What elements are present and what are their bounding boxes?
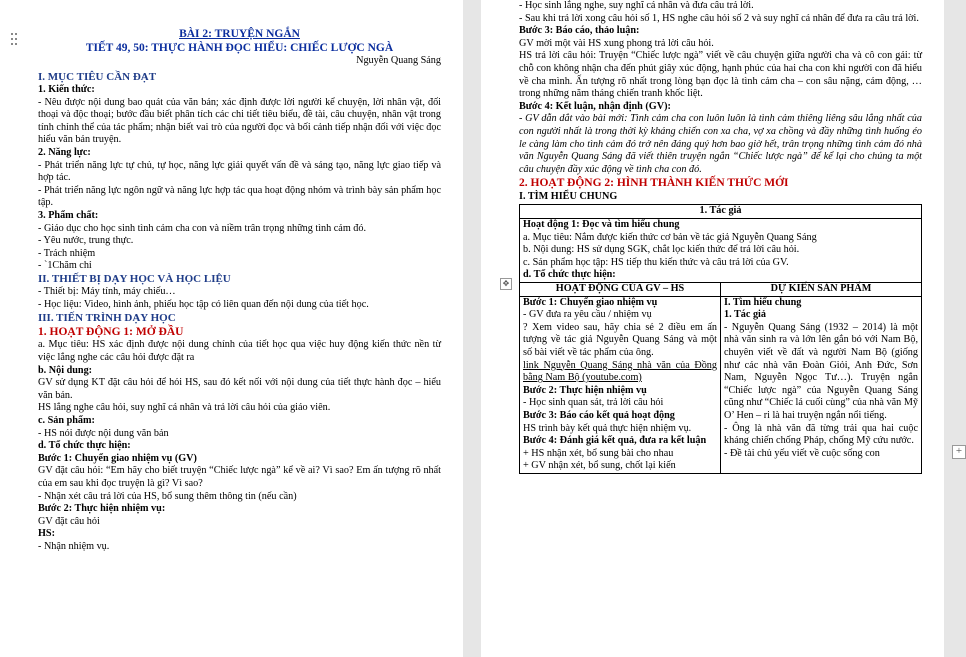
text-line: Bước 3: Báo cáo kết quả hoạt động (523, 409, 675, 421)
text-line: HS: (38, 528, 55, 540)
page-right-body (519, 0, 922, 203)
text-line: I. TÌM HIỂU CHUNG (519, 190, 618, 202)
text-line: c. Sản phẩm: (38, 414, 95, 426)
text-line: - Học sinh lắng nghe, suy nghĩ cá nhân và đưa câu trả lời. (519, 0, 754, 11)
text-line: - Nhận nhiệm vụ. (38, 540, 110, 552)
text-line: - HS nói được nội dung văn bản (38, 427, 169, 439)
text-line: HS trình bày kết quả thực hiện nhiệm vụ. (523, 422, 692, 434)
text-line: - Thiết bị: Máy tính, máy chiếu… (38, 286, 176, 298)
text-line: d. Tổ chức thực hiện: (38, 440, 131, 452)
activity-muc-tieu: a. Mục tiêu: Nắm được kiến thức cơ bản về tác giả Nguyễn Quang Sáng (523, 231, 817, 243)
text-line: - Ông là nhà văn đã từng trải qua hai cuộc kháng chiến chống Pháp, chống Mỹ cứu nước. (724, 422, 918, 447)
text-line: HS lắng nghe câu hỏi, suy nghĩ cá nhân và trả lời câu hỏi của giáo viên. (38, 402, 331, 414)
text-line: 1. Kiến thức: (38, 84, 95, 95)
text-line: - Đề tài chủ yếu viết về cuộc sống con (724, 447, 880, 459)
text-line: Bước 3: Báo cáo, thảo luận: (519, 25, 640, 37)
activity-noi-dung: b. Nội dung: HS sử dụng SGK, chắt lọc kiến thức để trả lời câu hỏi. (523, 244, 800, 256)
text-line: 1. Tác giả (724, 309, 766, 321)
table-col-header-right: DỰ KIẾN SẢN PHẨM (721, 282, 922, 296)
text-line: GV đặt câu hỏi: “Em hãy cho biết truyện “Chiếc lược ngà” kể về ai? Vì sao? Em ấn tượng rõ nhất của em sau khi đọc truyện là gì? Vì sao? (38, 465, 441, 489)
text-line: Bước 1: Chuyển giao nhiệm vụ (523, 296, 658, 308)
activity-san-pham: c. Sản phẩm học tập: HS tiếp thu kiến thức và câu trả lời của GV. (523, 256, 789, 268)
text-line: - Giáo dục cho học sinh tình cảm cha con và niềm trân trọng những tình cảm đó. (38, 222, 367, 234)
text-line: - `1Chăm chỉ (38, 260, 92, 272)
page-left-body (38, 71, 441, 554)
add-column-icon[interactable]: + (952, 445, 966, 459)
activity-title: Hoạt động 1: Đọc và tìm hiểu chung (523, 219, 680, 230)
text-line: - Phát triển năng lực ngôn ngữ và năng lực hợp tác qua hoạt động nhóm và trình bày sản phẩm học tập. (38, 184, 441, 209)
document-subtitle: TIẾT 49, 50: THỰC HÀNH ĐỌC HIỂU: CHIẾC LƯỢC NGÀ (85, 41, 394, 54)
text-line: - Nhận xét câu trả lời của HS, bổ sung thêm thông tin (nếu cần) (38, 490, 297, 502)
text-line: Bước 4: Kết luận, nhận định (GV): (519, 100, 671, 112)
lesson-table (519, 204, 922, 473)
text-line: + GV nhận xét, bổ sung, chốt lại kiến (523, 460, 676, 472)
text-line: - GV dẫn dắt vào bài mới: Tình cảm cha con luôn luôn là tình cảm thiêng liêng sâu lắng nhất của con người nhất là trong thời kỳ kháng chiến con xa cha, vợ xa chồng và đầy những tình huống éo le càng làm cho tình cảm đó trở nên đáng quý hơn bao giờ hết, trân trọng những tình cảm đó nhà văn Nguyễn Quang Sáng đã viết thiên truyện ngắn “Chiếc lược ngà” để kể lại cho chúng ta một câu chuyện đầy xúc động về tình cha con đó. (519, 113, 922, 175)
drag-handle-icon[interactable] (10, 32, 18, 46)
text-line: GV đặt câu hỏi (38, 515, 100, 527)
text-line: 2. Năng lực: (38, 146, 91, 158)
text-line: b. Nội dung: (38, 364, 93, 376)
text-line: ? Xem video sau, hãy chia sẻ 2 điều em ấn tượng về tác giả Nguyễn Quang Sáng và một số bài viết về tác phẩm của ông. (523, 321, 717, 358)
text-line: GV sử dụng KT đặt câu hỏi để hỏi HS, sau đó kết nối với nội dung của tiết thực hành đọc – hiểu văn bản. (38, 377, 441, 401)
table-section-head: 1. Tác giả (520, 205, 922, 219)
text-line: III. TIẾN TRÌNH DẠY HỌC (38, 311, 176, 324)
text-line: Bước 4: Đánh giá kết quả, đưa ra kết luận (523, 435, 707, 447)
document-page-right (481, 0, 963, 657)
text-line: HS trả lời câu hỏi: Truyện “Chiếc lược ngà” viết về câu chuyện giữa người cha và cô con gái: từ chỗ con không nhận cha đến phút giây xúc động, hạnh phúc của hai cha con khi người con đã hiểu về cha mình. Ấn tượng rõ nhất trong lòng bạn đọc là tình cảm cha – con sâu nặng, cảm động, … trong những năm tháng chiến tranh khốc liệt. (519, 50, 922, 100)
text-line: - Trách nhiệm (38, 247, 96, 259)
text-line: - Yêu nước, trung thực. (38, 235, 134, 247)
table-move-handle-icon[interactable]: ✥ (500, 278, 512, 290)
table-cell-left (520, 296, 721, 473)
text-line: - Học liệu: Video, hình ảnh, phiếu học tập có liên quan đến nội dung của tiết học. (38, 298, 369, 310)
text-line: + HS nhận xét, bổ sung bài cho nhau (523, 447, 674, 459)
text-line: 2. HOẠT ĐỘNG 2: HÌNH THÀNH KIẾN THỨC MỚI (519, 177, 789, 190)
document-page-left (0, 0, 463, 657)
table-activity-block (520, 219, 922, 283)
text-line: - Nguyễn Quang Sáng (1932 – 2014) là một nhà văn sinh ra và lớn lên gắn bó với Nam Bộ, chuyên viết về đất và người Nam Bộ (giống như các nhà văn Đoàn Giỏi, Anh Đức, Sơn Nam, Nguyễn Ngọc Tư…). Truyện ngắn “Chiếc lược ngà” của Nguyễn Quang Sáng cũng như “Chiếc lá cuối cùng” của nhà văn Mỹ O’ Hen – ri là hai truyện ngắn nổi tiếng. (724, 321, 918, 421)
text-line: I. MỤC TIÊU CẦN ĐẠT (38, 70, 157, 83)
text-line: Bước 2: Thực hiện nhiệm vụ: (38, 503, 166, 515)
text-line: Bước 2: Thực hiện nhiệm vụ (523, 384, 647, 396)
text-line: II. THIẾT BỊ DẠY HỌC VÀ HỌC LIỆU (38, 272, 231, 285)
text-line: Bước 1: Chuyển giao nhiệm vụ (GV) (38, 452, 197, 464)
text-line: 3. Phẩm chất: (38, 209, 99, 221)
text-line: 1. HOẠT ĐỘNG 1: MỞ ĐẦU (38, 325, 184, 338)
text-line: GV mời một vài HS xung phong trả lời câu hỏi. (519, 37, 714, 49)
text-line: - Sau khi trả lời xong câu hỏi số 1, HS nghe câu hỏi số 2 và suy nghĩ cá nhân để đưa ra câu trả lời. (519, 12, 919, 24)
text-line: - Nêu được nội dung bao quát của văn bản; xác định được lời người kể chuyện, lời nhân vật, đối thoại và độc thoại; bước đầu biết phân tích các chi tiết tiêu biểu, đề tài, câu chuyện, nhân vật trong tính chỉnh thể của tác phẩm; nhận biết vai trò của người đọc và bối cảnh tiếp nhận đối với việc đọc hiểu văn bản truyện. (38, 96, 441, 146)
text-line: - Học sinh quan sát, trả lời câu hỏi (523, 397, 664, 409)
text-line: - Phát triển năng lực tự chủ, tự học, năng lực giải quyết vấn đề và sáng tạo, năng lực giao tiếp và hợp tác. (38, 159, 441, 184)
text-line: a. Mục tiêu: HS xác định được nội dung chính của tiết học qua việc huy động kiến thức nền từ việc lắng nghe các câu hỏi được đặt ra (38, 339, 441, 363)
table-cell-right (721, 296, 922, 473)
document-title: BÀI 2: TRUYỆN NGẮN (179, 28, 300, 40)
text-line: I. Tìm hiểu chung (724, 296, 802, 308)
author-name: Nguyễn Quang Sáng (356, 55, 441, 66)
video-link[interactable]: link Nguyễn Quang Sáng nhà văn của Đồng bằng Nam Bộ (youtube.com) (523, 359, 717, 384)
activity-to-chuc: d. Tổ chức thực hiện: (523, 269, 616, 281)
table-col-header-left: HOẠT ĐỘNG CỦA GV – HS (520, 282, 721, 296)
text-line: - GV đưa ra yêu cầu / nhiệm vụ (523, 309, 652, 321)
